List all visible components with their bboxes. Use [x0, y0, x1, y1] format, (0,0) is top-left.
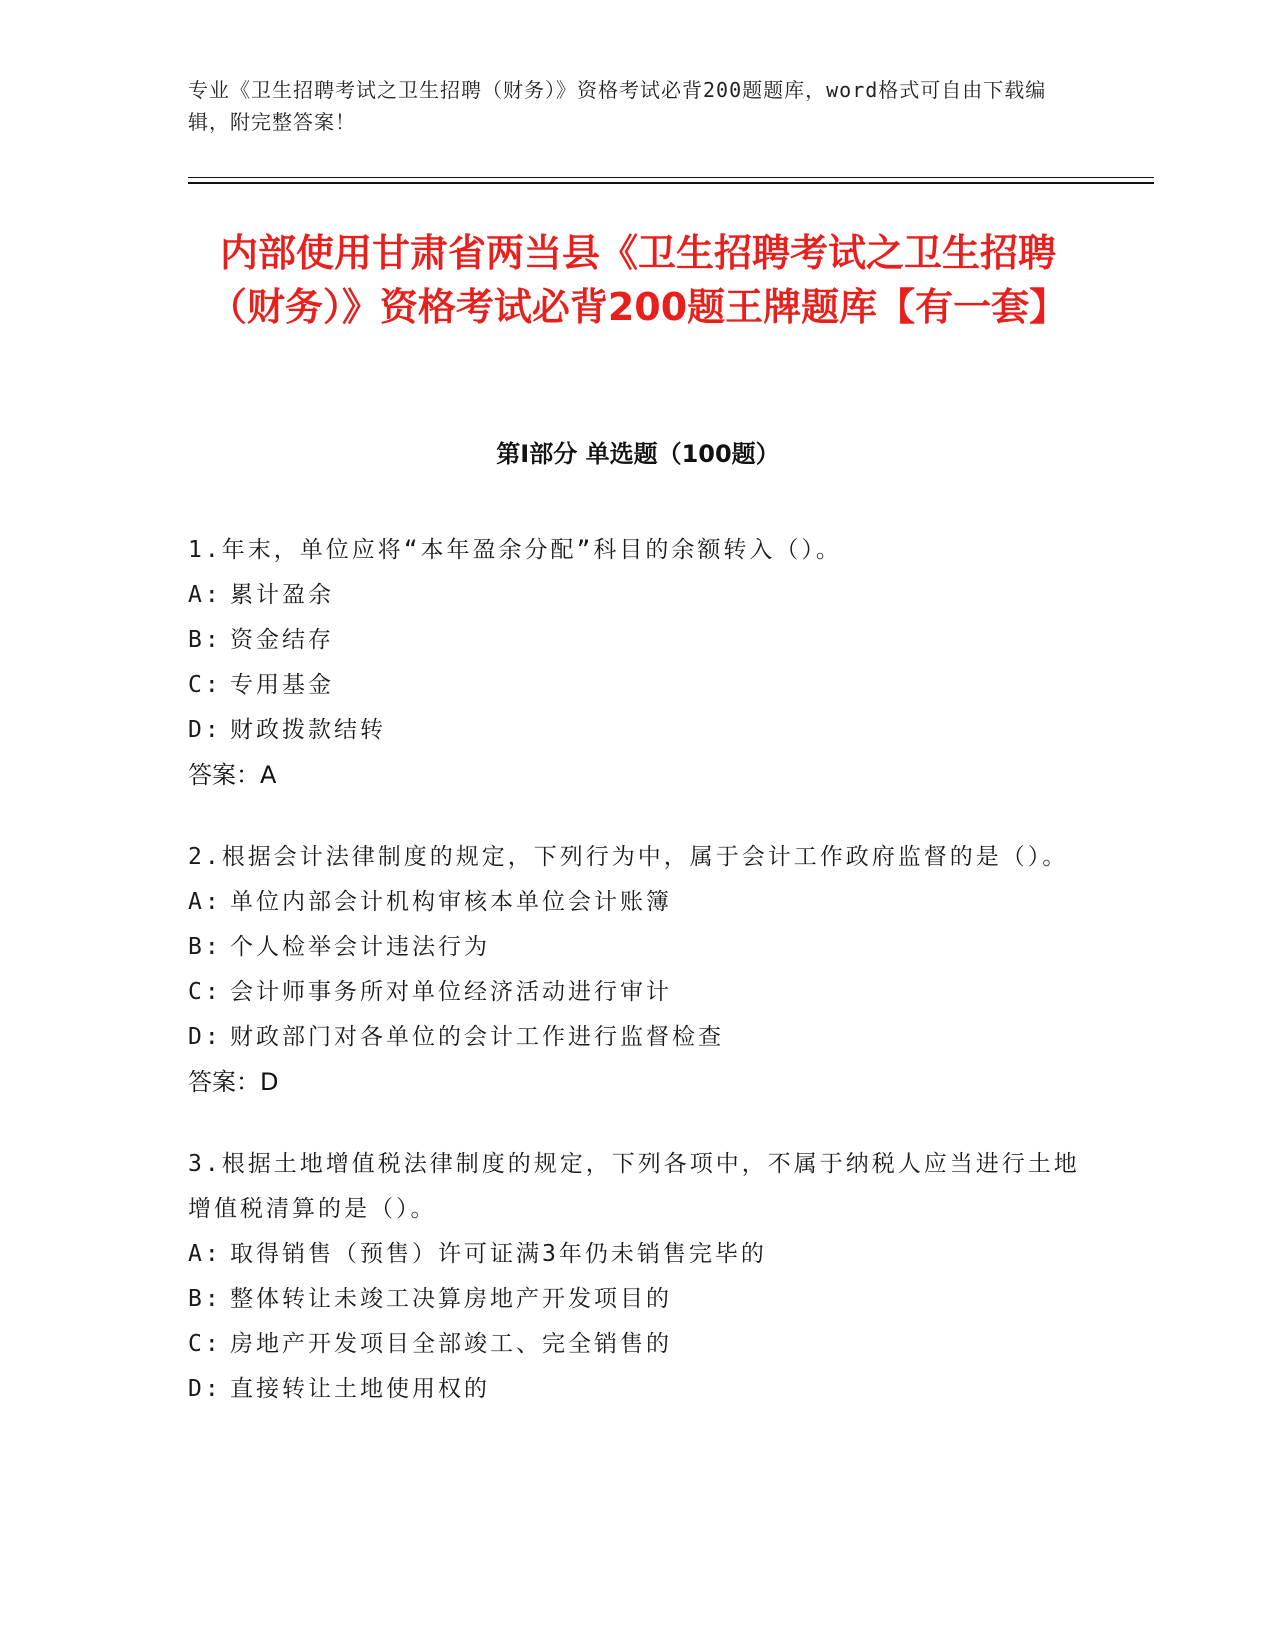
option-key: A: [188, 582, 222, 608]
option-text: 直接转让土地使用权的 [230, 1376, 490, 1402]
option-key: B: [188, 1286, 222, 1312]
option-text: 财政拨款结转 [230, 717, 386, 743]
answer: 答案：A [188, 761, 277, 789]
option-b [188, 925, 1088, 970]
header-note: 专业《卫生招聘考试之卫生招聘（财务）》资格考试必背200题题库，word格式可自由下载编辑，附完整答案！ [188, 78, 1047, 134]
question-2 [188, 835, 1088, 1105]
question-stem: 3.根据土地增值税法律制度的规定，下列各项中，不属于纳税人应当进行土地增值税清算的是（）。 [188, 1151, 1080, 1222]
option-d [188, 708, 1088, 753]
option-key: B: [188, 627, 222, 653]
option-text: 取得销售（预售）许可证满3年仍未销售完毕的 [230, 1241, 767, 1267]
section-heading: 第Ⅰ部分 单选题（100题） [496, 440, 780, 468]
option-text: 房地产开发项目全部竣工、完全销售的 [230, 1331, 672, 1357]
header-divider-thin [188, 177, 1154, 178]
document-title: 内部使用甘肃省两当县《卫生招聘考试之卫生招聘（财务）》资格考试必背200题王牌题库【有一套】 [208, 231, 1068, 329]
option-key: C: [188, 979, 222, 1005]
option-a [188, 1232, 1088, 1277]
option-text: 会计师事务所对单位经济活动进行审计 [230, 979, 672, 1005]
option-text: 累计盈余 [230, 582, 334, 608]
option-b [188, 1277, 1088, 1322]
answer: 答案：D [188, 1068, 279, 1096]
option-key: B: [188, 934, 222, 960]
option-key: D: [188, 717, 222, 743]
option-key: A: [188, 889, 222, 915]
option-key: C: [188, 672, 222, 698]
option-key: D: [188, 1376, 222, 1402]
option-d [188, 1015, 1088, 1060]
question-3 [188, 1142, 1088, 1412]
question-1 [188, 528, 1088, 798]
header-divider-thick [188, 182, 1154, 184]
option-key: A: [188, 1241, 222, 1267]
option-key: C: [188, 1331, 222, 1357]
option-text: 资金结存 [230, 627, 334, 653]
question-list [188, 528, 1088, 1449]
option-text: 财政部门对各单位的会计工作进行监督检查 [230, 1024, 724, 1050]
option-text: 专用基金 [230, 672, 334, 698]
option-b [188, 618, 1088, 663]
option-a [188, 573, 1088, 618]
option-a [188, 880, 1088, 925]
option-text: 整体转让未竣工决算房地产开发项目的 [230, 1286, 672, 1312]
option-text: 个人检举会计违法行为 [230, 934, 490, 960]
option-d [188, 1367, 1088, 1412]
option-c [188, 1322, 1088, 1367]
option-c [188, 970, 1088, 1015]
question-stem: 2.根据会计法律制度的规定，下列行为中，属于会计工作政府监督的是（）。 [188, 844, 1069, 870]
option-c [188, 663, 1088, 708]
option-text: 单位内部会计机构审核本单位会计账簿 [230, 889, 672, 915]
option-key: D: [188, 1024, 222, 1050]
question-stem: 1.年末，单位应将“本年盈余分配”科目的余额转入（）。 [188, 537, 842, 563]
